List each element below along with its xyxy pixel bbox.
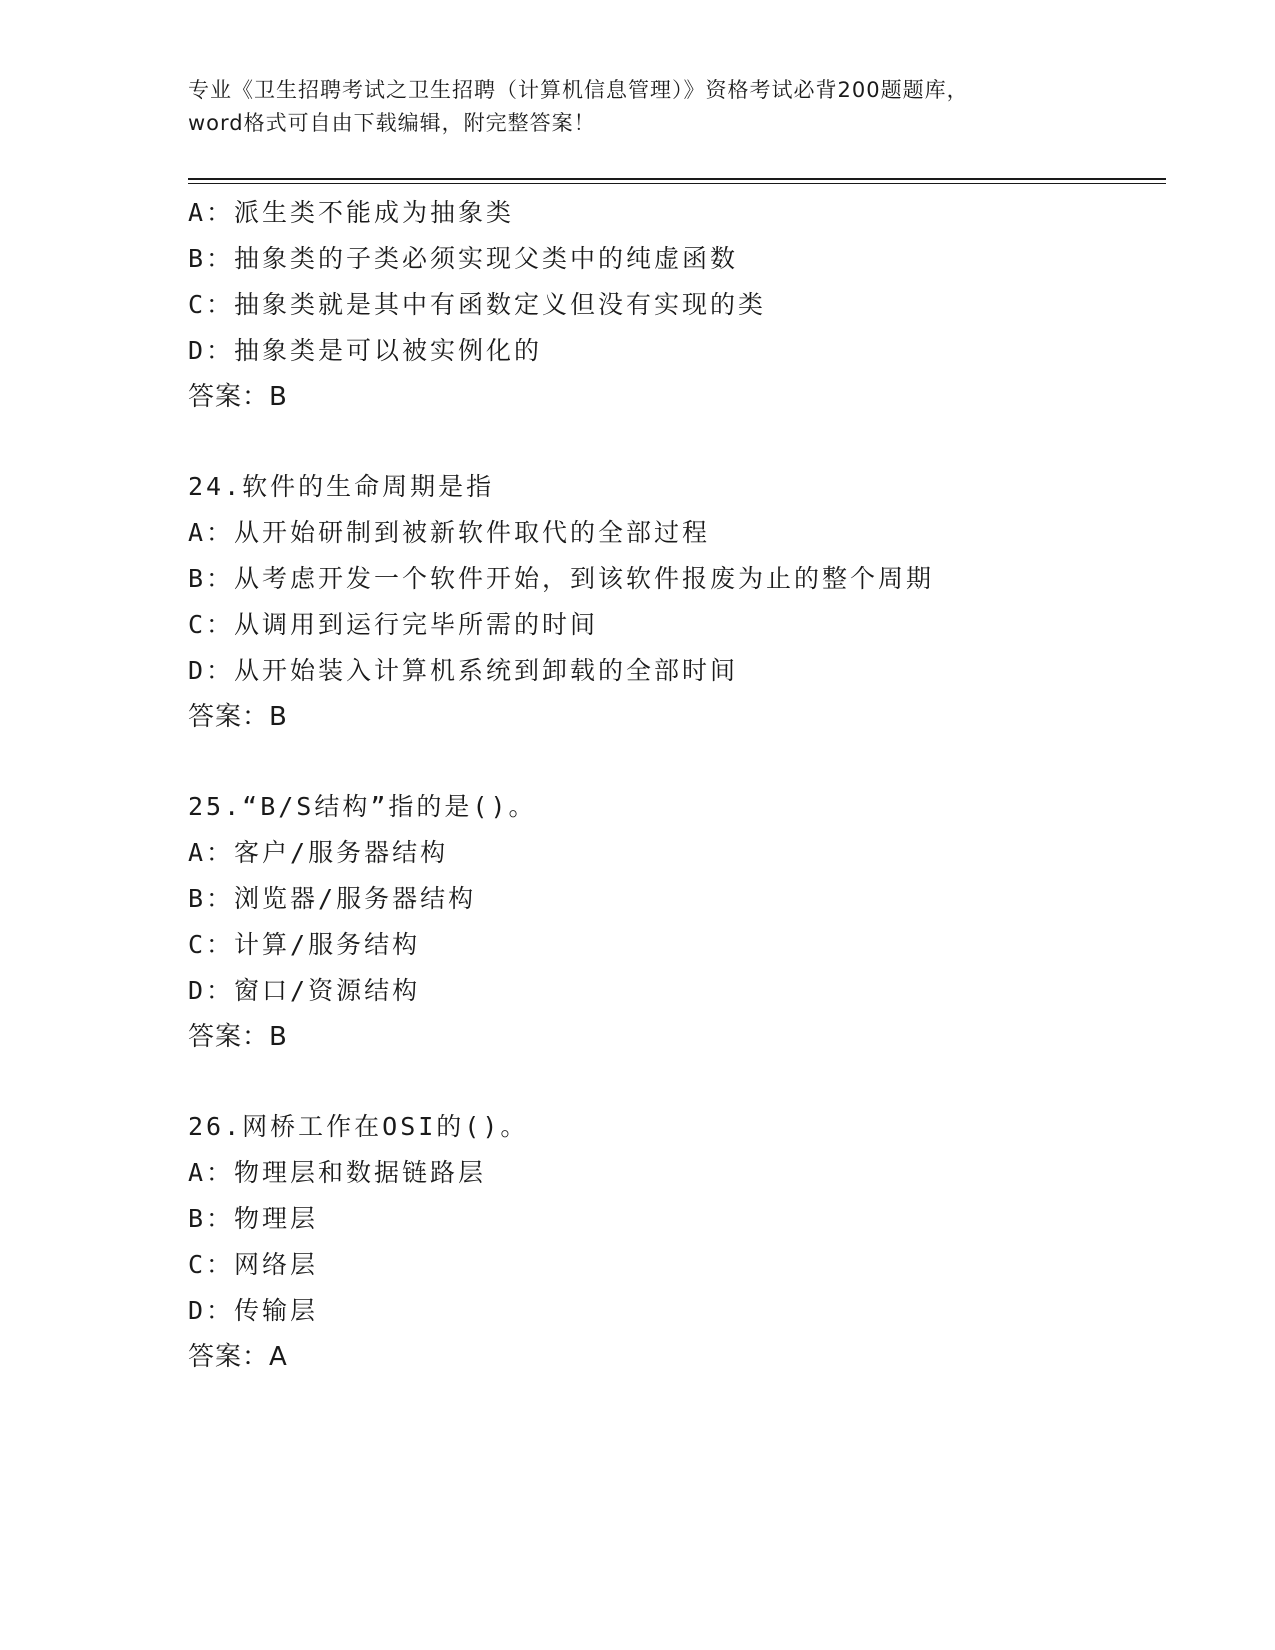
option-b: B：浏览器/服务器结构 xyxy=(188,884,477,913)
option-b: B：从考虑开发一个软件开始，到该软件报废为止的整个周期 xyxy=(188,564,935,593)
option-c: C：网络层 xyxy=(188,1250,319,1279)
question-list xyxy=(188,190,1168,1380)
option-a: A：物理层和数据链路层 xyxy=(188,1158,487,1187)
question-block-25 xyxy=(188,784,1168,1060)
header-divider-thin xyxy=(188,183,1166,184)
option-d: D：传输层 xyxy=(188,1296,319,1325)
option-c: C：计算/服务结构 xyxy=(188,930,421,959)
question-stem: 26.网桥工作在OSI的()。 xyxy=(188,1112,529,1141)
option-b: B：抽象类的子类必须实现父类中的纯虚函数 xyxy=(188,244,739,273)
option-a: A：客户/服务器结构 xyxy=(188,838,449,867)
question-stem: 25.“B/S结构”指的是()。 xyxy=(188,792,537,821)
option-a: A：派生类不能成为抽象类 xyxy=(188,198,515,227)
header-divider-thick xyxy=(188,178,1166,180)
question-block-23 xyxy=(188,190,1168,420)
answer: 答案：B xyxy=(188,702,288,732)
header-line-2: word格式可自由下载编辑，附完整答案！ xyxy=(188,111,596,135)
option-c: C：抽象类就是其中有函数定义但没有实现的类 xyxy=(188,290,767,319)
answer: 答案：A xyxy=(188,1342,288,1372)
option-b: B：物理层 xyxy=(188,1204,319,1233)
option-a: A：从开始研制到被新软件取代的全部过程 xyxy=(188,518,711,547)
document-header xyxy=(188,74,1078,140)
option-d: D：抽象类是可以被实例化的 xyxy=(188,336,543,365)
option-d: D：窗口/资源结构 xyxy=(188,976,421,1005)
question-block-26 xyxy=(188,1104,1168,1380)
answer: 答案：B xyxy=(188,382,288,412)
option-c: C：从调用到运行完毕所需的时间 xyxy=(188,610,599,639)
header-line-1: 专业《卫生招聘考试之卫生招聘（计算机信息管理）》资格考试必背200题题库， xyxy=(188,78,969,102)
question-block-24 xyxy=(188,464,1168,740)
answer: 答案：B xyxy=(188,1022,288,1052)
option-d: D：从开始装入计算机系统到卸载的全部时间 xyxy=(188,656,739,685)
question-stem: 24.软件的生命周期是指 xyxy=(188,472,495,501)
